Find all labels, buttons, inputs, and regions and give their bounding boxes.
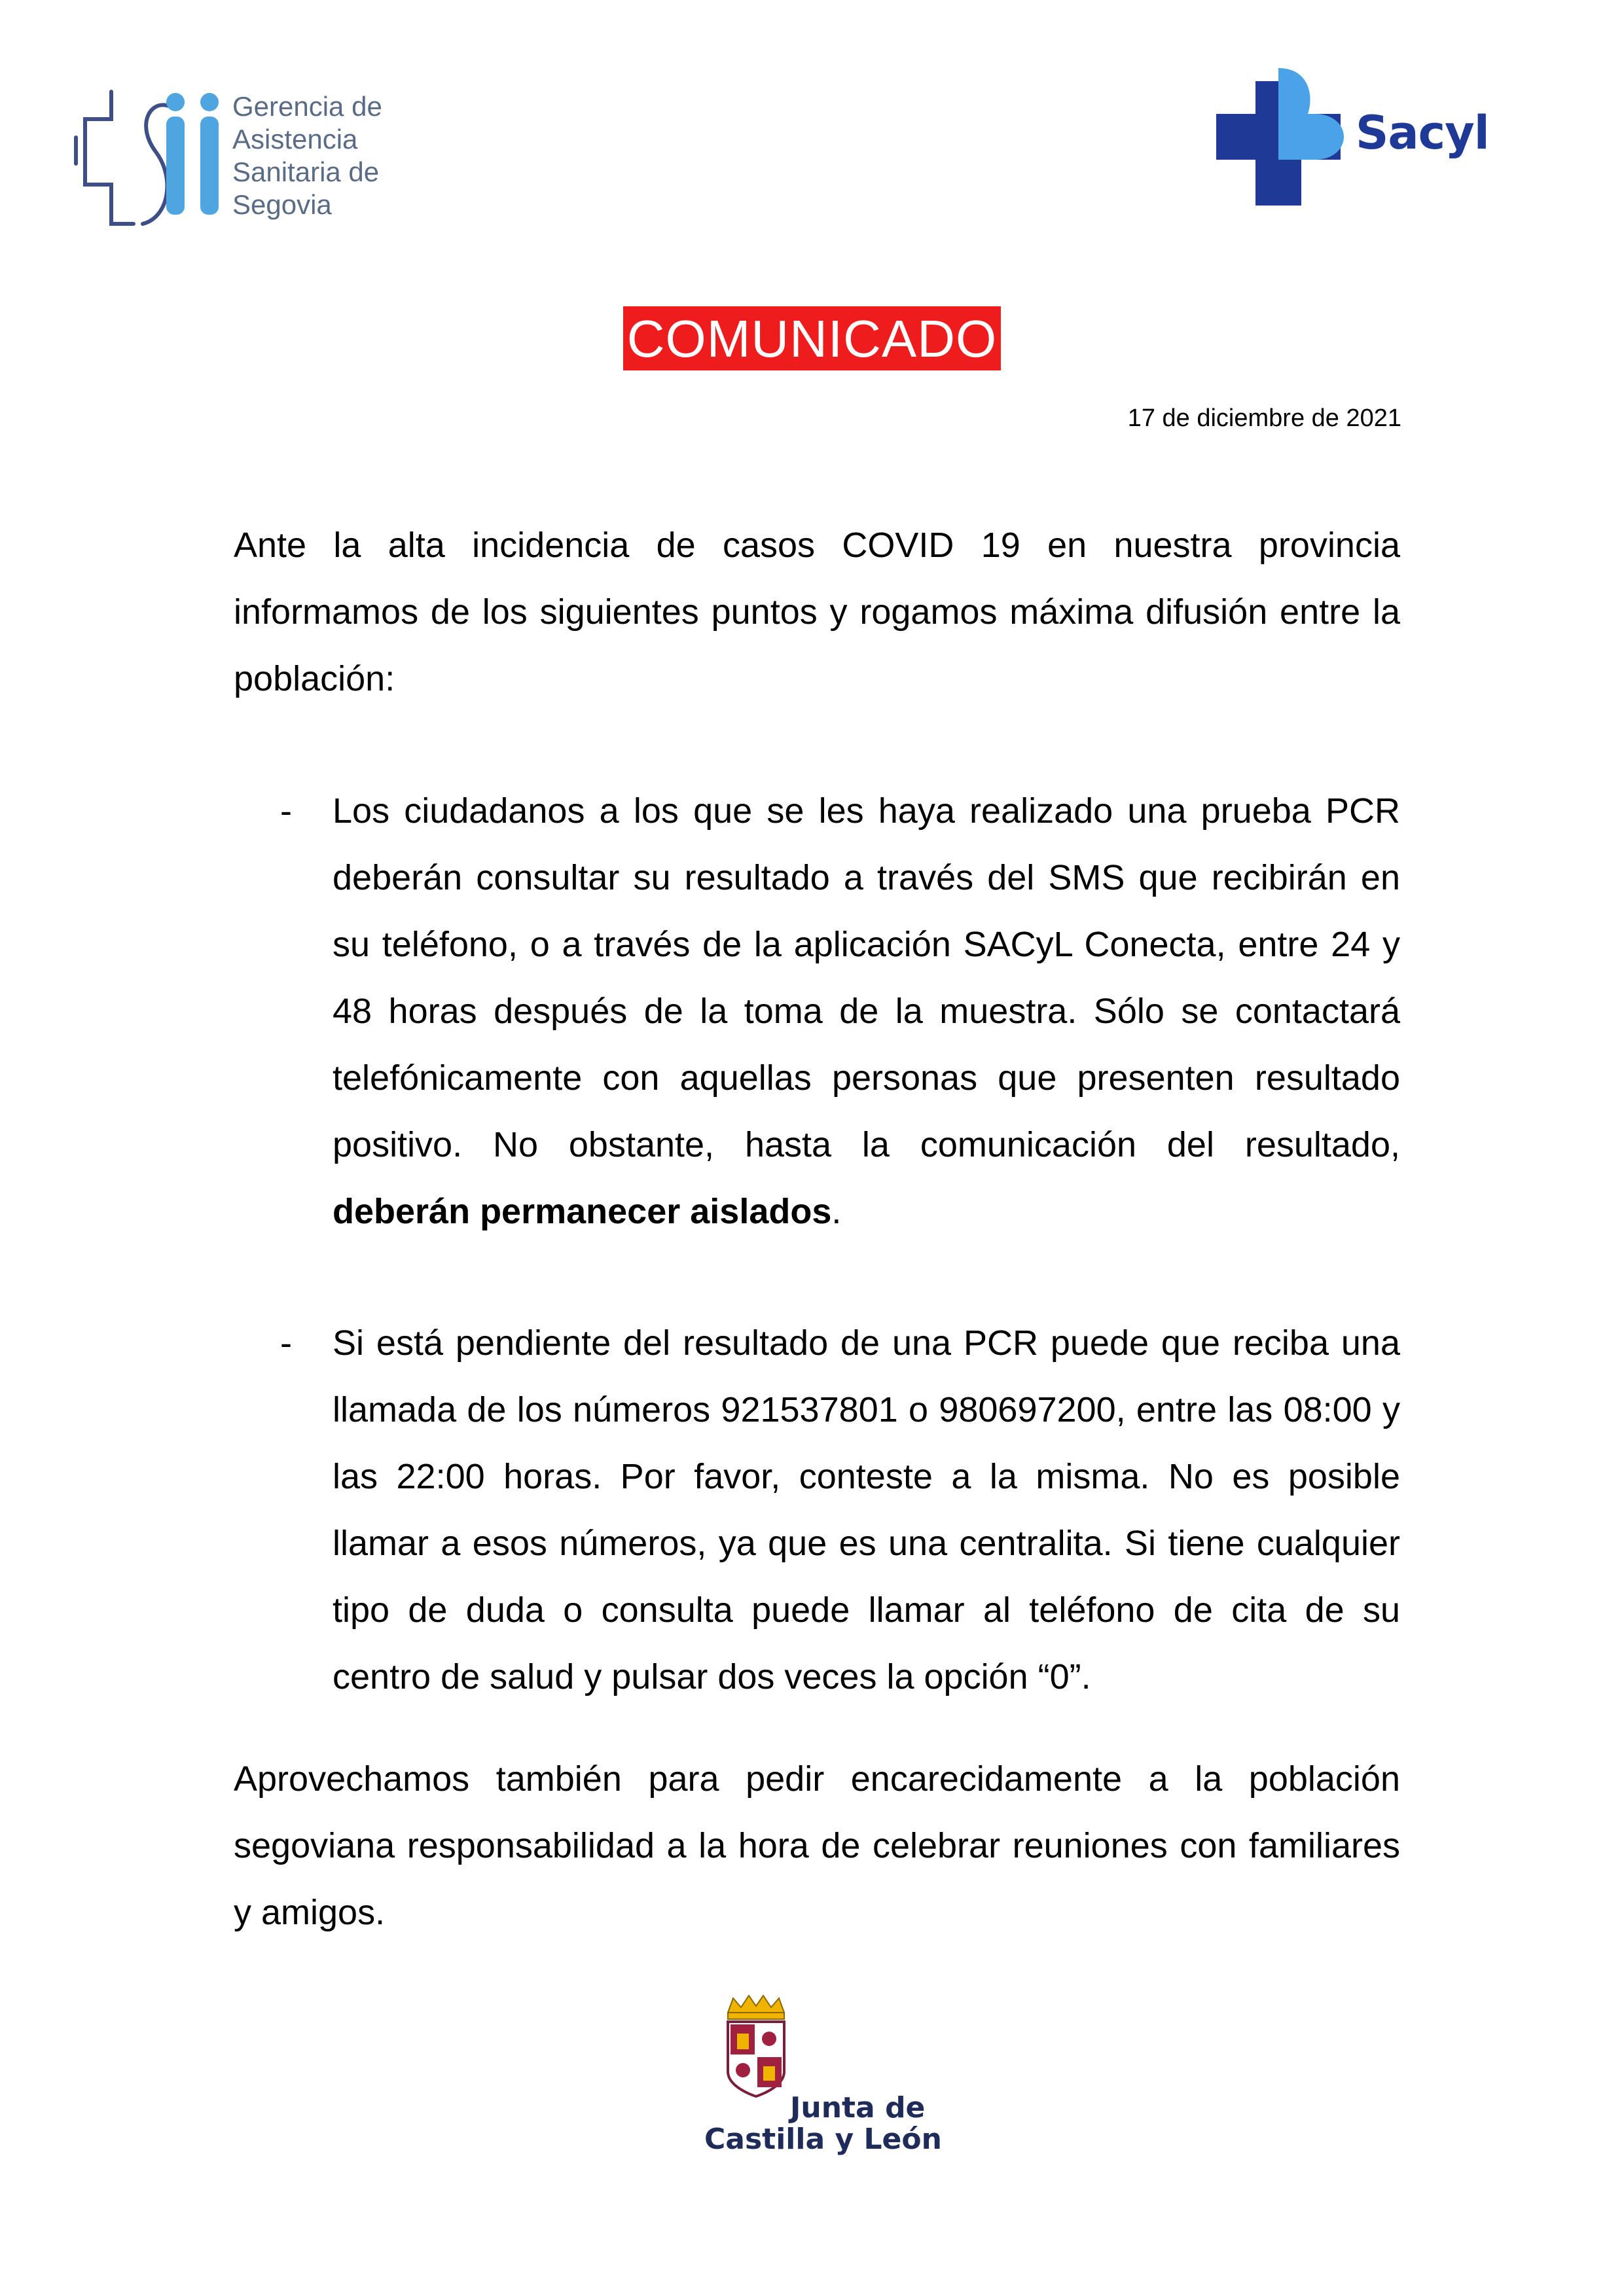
gerencia-logo: [71, 86, 437, 237]
gerencia-symbol-icon: [71, 86, 228, 237]
sacyl-logo: [1216, 68, 1489, 206]
sacyl-cross-icon: [1216, 68, 1360, 206]
title-container: [0, 306, 1624, 370]
bullet-marker-1: -: [280, 791, 292, 831]
bullet-1-bold-text: deberán permanecer aislados: [333, 1192, 832, 1231]
gerencia-line-2: Asistencia: [232, 124, 358, 154]
junta-name-line-1: Junta de: [790, 2091, 926, 2125]
junta-name-line-2: Castilla y León: [704, 2123, 942, 2156]
bullet-paragraph-1: [333, 778, 1400, 1245]
intro-paragraph: Ante la alta incidencia de casos COVID 19 en nuestra provincia informamos de los siguientes puntos y rogamos máxima difusión entre la población:: [234, 526, 1400, 698]
page-title: COMUNICADO: [623, 306, 1001, 370]
gerencia-name: [232, 90, 442, 221]
gerencia-line-1: Gerencia de: [232, 91, 382, 122]
bullet-1-text-end: .: [831, 1192, 842, 1231]
closing-paragraph: Aprovechamos también para pedir encarecidamente a la población segoviana responsabilidad a la hora de celebrar reuniones con familiares y amigos.: [234, 1759, 1400, 1932]
bullet-paragraph-2: Si está pendiente del resultado de una PCR puede que reciba una llamada de los números 921537801 o 980697200, entre las 08:00 y las 22:00 horas. Por favor, conteste a la misma. No es posible llamar a esos números, ya que es una centralita. Si tiene cualquier tipo de duda o consulta puede llamar al teléfono de cita de su centro de salud y pulsar dos veces la opción “0”.: [333, 1323, 1400, 1696]
gerencia-line-3: Sanitaria de: [232, 156, 380, 187]
coat-of-arms-icon: [720, 1993, 792, 2098]
junta-logo: [700, 1993, 942, 2156]
document-date: 17 de diciembre de 2021: [1127, 404, 1401, 432]
gerencia-line-4: Segovia: [232, 189, 332, 220]
bullet-marker-2: -: [280, 1323, 292, 1363]
sacyl-wordmark: Sacyl: [1356, 106, 1489, 160]
bullet-1-text: Los ciudadanos a los que se les haya realizado una prueba PCR deberán consultar su resultado a través del SMS que recibirán en su teléfono, o a través de la aplicación SACyL Conecta, entre 24 y 48 horas después de la toma de la muestra. Sólo se contactará telefónicamente con aquellas personas que presenten resultado positivo. No obstante, hasta la comunicación del resultado,: [333, 791, 1400, 1164]
